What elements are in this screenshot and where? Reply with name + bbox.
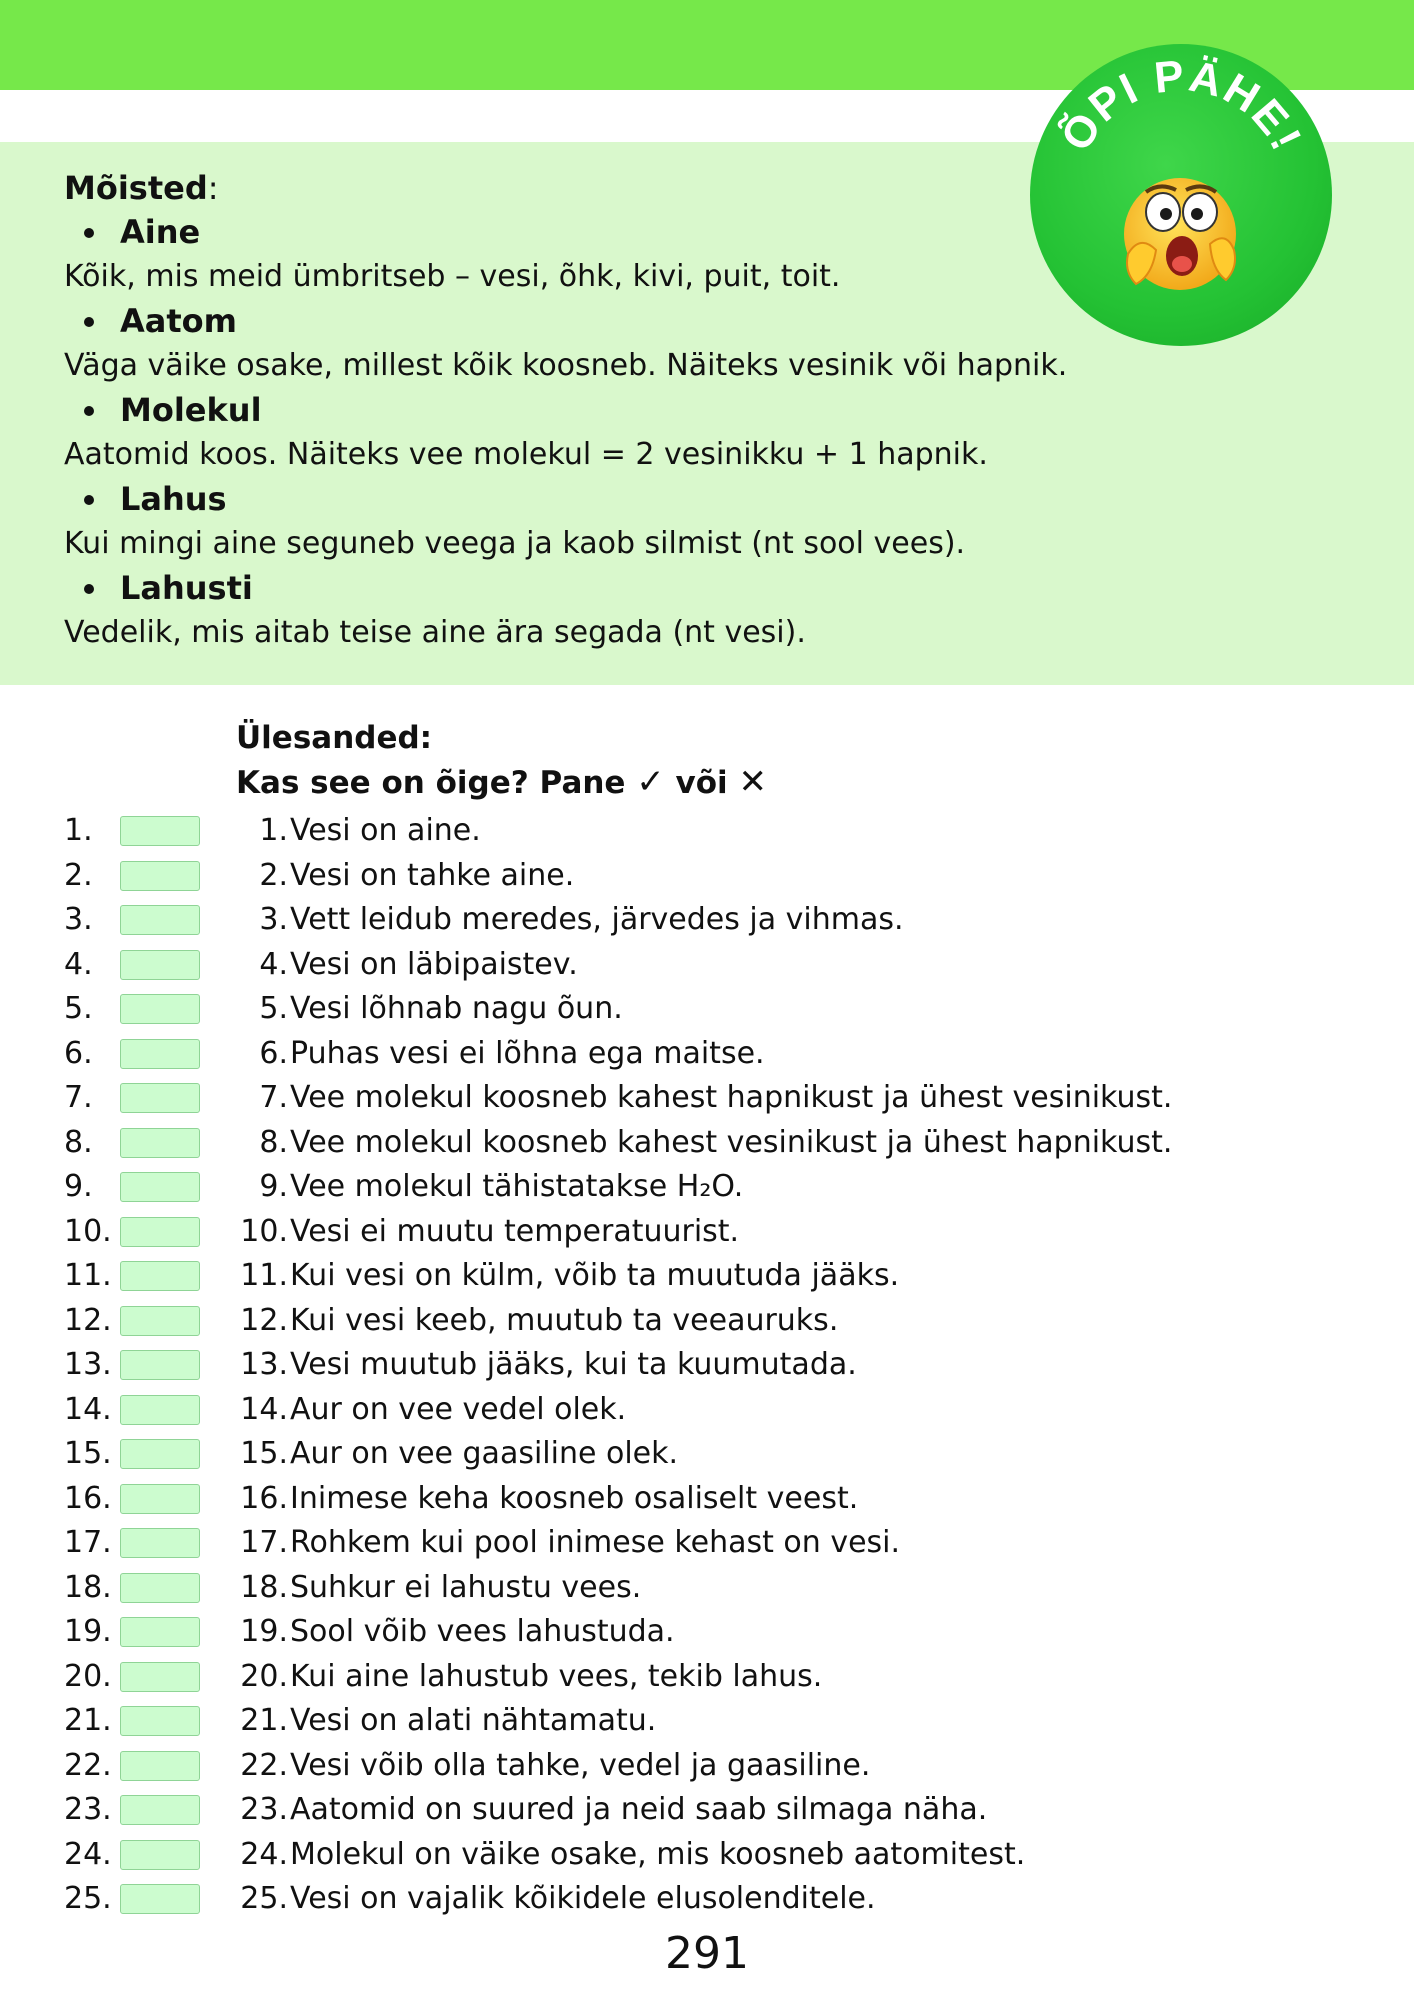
statement-number: 10. xyxy=(240,1213,288,1249)
statement-number: 21. xyxy=(240,1703,288,1738)
list-item xyxy=(0,1299,1300,1343)
statement-number: 6. xyxy=(259,1035,288,1071)
answer-number: 18. xyxy=(64,1569,112,1605)
statement-text: Vee molekul tähistatakse H₂O. xyxy=(290,1169,744,1204)
answer-box[interactable] xyxy=(120,1306,200,1336)
answer-box[interactable] xyxy=(120,1751,200,1781)
statement-text: Vesi on läbipaistev. xyxy=(290,946,578,982)
concepts-title-text: Mõisted xyxy=(64,169,208,207)
statement-text: Kui vesi on külm, võib ta muutuda jääks. xyxy=(290,1258,900,1293)
badge-graphic xyxy=(1030,44,1332,346)
list-item xyxy=(0,1477,1300,1521)
list-item xyxy=(0,898,1300,942)
concept-definition: Vedelik, mis aitab teise aine ära segada (nt vesi). xyxy=(64,615,806,650)
statement-number: 17. xyxy=(240,1525,288,1560)
list-item xyxy=(0,1432,1300,1476)
answer-number: 9. xyxy=(64,1169,93,1204)
answer-box[interactable] xyxy=(120,1039,200,1069)
list-item xyxy=(0,1165,1300,1209)
answer-box[interactable] xyxy=(120,1706,200,1736)
answer-number: 25. xyxy=(64,1881,112,1916)
answer-box[interactable] xyxy=(120,1662,200,1692)
statement-number: 20. xyxy=(240,1658,288,1694)
list-item xyxy=(0,1388,1300,1432)
statement-text: Vesi ei muutu temperatuurist. xyxy=(290,1213,740,1249)
statement-text: Vesi võib olla tahke, vedel ja gaasiline. xyxy=(290,1747,871,1783)
statement-text: Vesi on vajalik kõikidele elusolenditele. xyxy=(290,1881,876,1916)
statement-number: 7. xyxy=(259,1080,288,1115)
answer-box[interactable] xyxy=(120,1217,200,1247)
concept-term: Lahus xyxy=(64,477,1304,522)
list-item xyxy=(0,1032,1300,1076)
answer-box[interactable] xyxy=(120,1573,200,1603)
list-item xyxy=(0,1566,1300,1610)
statement-text: Aur on vee vedel olek. xyxy=(290,1391,627,1427)
statement-text: Aur on vee gaasiline olek. xyxy=(290,1436,679,1471)
answer-number: 4. xyxy=(64,946,93,982)
statement-text: Vesi on tahke aine. xyxy=(290,857,575,893)
statement-number: 12. xyxy=(240,1302,288,1338)
concept-definition: Aatomid koos. Näiteks vee molekul = 2 vesinikku + 1 hapnik. xyxy=(64,437,988,472)
concept-definition: Väga väike osake, millest kõik koosneb. Näiteks vesinik või hapnik. xyxy=(64,348,1068,383)
answer-box[interactable] xyxy=(120,1840,200,1870)
answer-box[interactable] xyxy=(120,1350,200,1380)
concept-term: Aatom xyxy=(64,299,1304,344)
answer-number: 17. xyxy=(64,1525,112,1560)
list-item xyxy=(0,987,1300,1031)
tasks-or-word: või xyxy=(675,765,728,801)
statement-text: Vett leidub meredes, järvedes ja vihmas. xyxy=(290,902,904,937)
answer-number: 23. xyxy=(64,1792,112,1827)
statement-number: 4. xyxy=(259,946,288,982)
statement-number: 9. xyxy=(259,1169,288,1204)
check-mark-icon: ✓ xyxy=(636,762,665,802)
statement-text: Inimese keha koosneb osaliselt veest. xyxy=(290,1480,859,1516)
concept-definition: Kõik, mis meid ümbritseb – vesi, õhk, kivi, puit, toit. xyxy=(64,259,841,294)
concepts-title-colon: : xyxy=(207,169,219,207)
list-item xyxy=(0,1744,1300,1788)
answer-number: 5. xyxy=(64,991,93,1026)
answer-box[interactable] xyxy=(120,1884,200,1914)
answer-box[interactable] xyxy=(120,1128,200,1158)
statement-number: 19. xyxy=(240,1614,288,1649)
answer-box[interactable] xyxy=(120,950,200,980)
answer-number: 6. xyxy=(64,1035,93,1071)
answer-number: 15. xyxy=(64,1436,112,1471)
list-item xyxy=(0,1210,1300,1254)
list-item xyxy=(0,1254,1300,1298)
concept-term: Lahusti xyxy=(64,566,1304,611)
statement-number: 18. xyxy=(240,1569,288,1605)
statement-number: 16. xyxy=(240,1480,288,1516)
statement-text: Suhkur ei lahustu vees. xyxy=(290,1569,642,1605)
answer-number: 22. xyxy=(64,1747,112,1783)
shocked-face-icon xyxy=(1124,178,1236,290)
statement-text: Kui vesi keeb, muutub ta veeauruks. xyxy=(290,1302,839,1338)
statement-text: Vee molekul koosneb kahest vesinikust ja ühest hapnikust. xyxy=(290,1124,1173,1160)
list-item xyxy=(0,1521,1300,1565)
answer-box[interactable] xyxy=(120,1261,200,1291)
answer-number: 8. xyxy=(64,1124,93,1160)
answer-box[interactable] xyxy=(120,994,200,1024)
statement-text: Aatomid on suured ja neid saab silmaga näha. xyxy=(290,1792,988,1827)
concept-term: Molekul xyxy=(64,388,1304,433)
list-item xyxy=(0,1655,1300,1699)
concept-term: Aine xyxy=(64,210,1304,255)
statement-text: Sool võib vees lahustuda. xyxy=(290,1614,675,1649)
cross-mark-icon: ✕ xyxy=(738,762,767,802)
list-item xyxy=(0,1833,1300,1877)
list-item xyxy=(0,1788,1300,1832)
statement-text: Puhas vesi ei lõhna ega maitse. xyxy=(290,1035,765,1071)
statement-text: Rohkem kui pool inimese kehast on vesi. xyxy=(290,1525,901,1560)
statement-number: 24. xyxy=(240,1836,288,1872)
list-item xyxy=(0,809,1300,853)
badge-label: ÕPI PÄHE! xyxy=(1051,51,1312,160)
list-item xyxy=(0,854,1300,898)
answer-box[interactable] xyxy=(120,1439,200,1469)
answer-number: 2. xyxy=(64,857,93,893)
statement-number: 1. xyxy=(259,813,288,848)
answer-box[interactable] xyxy=(120,1528,200,1558)
answer-box[interactable] xyxy=(120,1083,200,1113)
answer-box[interactable] xyxy=(120,1172,200,1202)
statement-number: 8. xyxy=(259,1124,288,1160)
concept-definition: Kui mingi aine seguneb veega ja kaob silmist (nt sool vees). xyxy=(64,526,966,561)
statement-number: 15. xyxy=(240,1436,288,1471)
statement-text: Vee molekul koosneb kahest hapnikust ja ühest vesinikust. xyxy=(290,1080,1173,1115)
statement-text: Kui aine lahustub vees, tekib lahus. xyxy=(290,1658,823,1694)
statement-number: 25. xyxy=(240,1881,288,1916)
answer-box[interactable] xyxy=(120,1795,200,1825)
answer-number: 20. xyxy=(64,1658,112,1694)
tasks-question-text: Kas see on õige? Pane xyxy=(236,765,626,801)
answer-box[interactable] xyxy=(120,1617,200,1647)
statement-number: 2. xyxy=(259,857,288,893)
statement-text: Vesi on aine. xyxy=(290,813,481,848)
answer-number: 11. xyxy=(64,1258,112,1293)
statement-number: 22. xyxy=(240,1747,288,1783)
tasks-question xyxy=(236,760,767,805)
list-item xyxy=(0,1076,1300,1120)
list-item xyxy=(0,1610,1300,1654)
answer-number: 21. xyxy=(64,1703,112,1738)
answer-number: 13. xyxy=(64,1347,112,1382)
list-item xyxy=(0,1699,1300,1743)
answer-number: 12. xyxy=(64,1302,112,1338)
answer-number: 3. xyxy=(64,902,93,937)
statement-number: 13. xyxy=(240,1347,288,1382)
answer-box[interactable] xyxy=(120,816,200,846)
answer-number: 7. xyxy=(64,1080,93,1115)
answer-number: 24. xyxy=(64,1836,112,1872)
answer-box[interactable] xyxy=(120,905,200,935)
answer-number: 14. xyxy=(64,1391,112,1427)
answer-box[interactable] xyxy=(120,1484,200,1514)
list-item xyxy=(0,1343,1300,1387)
answer-number: 19. xyxy=(64,1614,112,1649)
list-item xyxy=(0,1121,1300,1165)
statement-number: 23. xyxy=(240,1792,288,1827)
answer-number: 10. xyxy=(64,1213,112,1249)
statement-text: Vesi muutub jääks, kui ta kuumutada. xyxy=(290,1347,857,1382)
statement-number: 14. xyxy=(240,1391,288,1427)
statement-number: 3. xyxy=(259,902,288,937)
tasks-title: Ülesanded: xyxy=(236,720,433,756)
list-item xyxy=(0,943,1300,987)
list-item xyxy=(0,1877,1300,1921)
statement-text: Molekul on väike osake, mis koosneb aatomitest. xyxy=(290,1836,1026,1872)
answer-number: 16. xyxy=(64,1480,112,1516)
answer-number: 1. xyxy=(64,813,93,848)
answer-box[interactable] xyxy=(120,861,200,891)
learn-by-heart-badge xyxy=(1030,44,1332,346)
statement-number: 5. xyxy=(259,991,288,1026)
page-number: 291 xyxy=(665,1928,749,1979)
answer-box[interactable] xyxy=(120,1395,200,1425)
statement-number: 11. xyxy=(240,1258,288,1293)
statement-text: Vesi lõhnab nagu õun. xyxy=(290,991,623,1026)
statement-text: Vesi on alati nähtamatu. xyxy=(290,1703,657,1738)
